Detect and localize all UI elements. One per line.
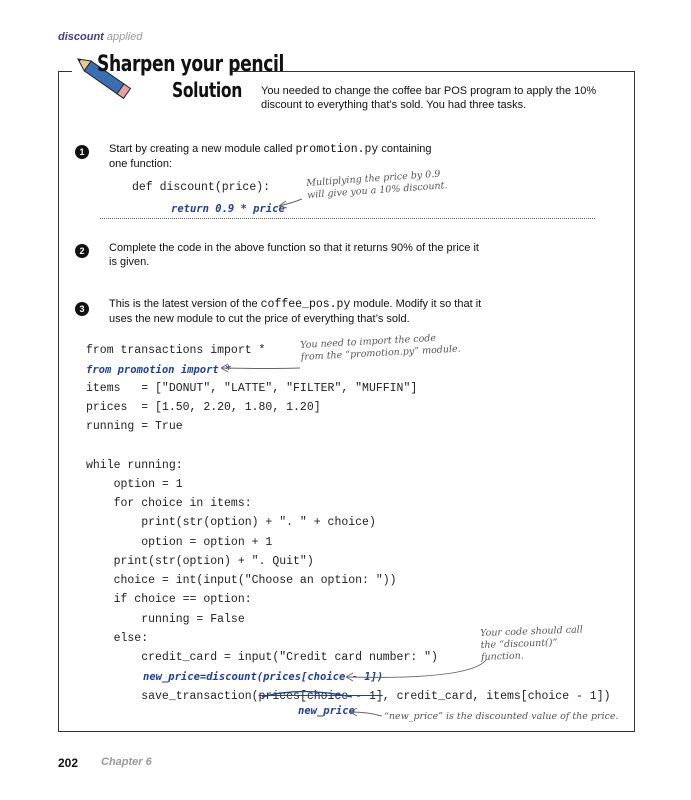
page-title-line2: Solution	[172, 78, 242, 102]
code-line: prices = [1.50, 2.20, 1.80, 1.20]	[86, 401, 321, 414]
arrow-new-price-note-icon	[350, 712, 382, 716]
answer-import-line: from promotion import *	[86, 364, 232, 376]
task-1-text-after: containing one function:	[109, 143, 432, 170]
task-3-text-before: This is the latest version of the	[109, 298, 261, 310]
task-number-2: 2	[75, 244, 89, 258]
task-number-1: 1	[75, 145, 89, 159]
code-line: running = True	[86, 420, 183, 433]
arrow-call-note-icon	[346, 660, 486, 677]
task-1-module-name: promotion.py	[295, 143, 379, 156]
code-line: from transactions import *	[86, 344, 266, 357]
code-line: while running:	[86, 459, 183, 472]
save-transaction-prefix: save_transaction(	[86, 690, 259, 703]
struck-prices-expression: prices[choice - 1]	[258, 690, 383, 703]
code-line: credit_card = input("Credit card number: ")	[86, 651, 438, 664]
code-line: print(str(option) + ". Quit")	[86, 555, 314, 568]
arrow-import-note-icon	[221, 368, 300, 369]
code-line: for choice in items:	[86, 497, 252, 510]
code-line: else:	[86, 632, 149, 645]
new-price-note: “new_price” is the discounted value of the price.	[384, 711, 619, 722]
code-line: print(str(option) + ". " + choice)	[86, 516, 376, 529]
code-line: choice = int(input("Choose an option: "))	[86, 574, 397, 587]
running-head-part2: applied	[106, 31, 143, 43]
func-def-line: def discount(price):	[132, 181, 271, 194]
intro-text: You needed to change the coffee bar POS program to apply the 10% discount to everything that’s sold. You had three tasks.	[261, 85, 597, 111]
func-return-answer: return 0.9 * price	[171, 203, 285, 215]
call-note: Your code should call the “discount()” function.	[480, 624, 583, 663]
code-line: option = 1	[86, 478, 183, 491]
func-note: Multiplying the price by 0.9 will give you a 10% discount.	[306, 168, 448, 201]
task-number-3: 3	[75, 302, 89, 316]
arrow-func-note-icon	[279, 199, 302, 206]
import-note: You need to import the code from the “promotion.py” module.	[300, 332, 461, 363]
code-line: running = False	[86, 613, 245, 626]
page-title-line1: Sharpen your pencil	[97, 52, 285, 77]
save-transaction-suffix: , credit_card, items[choice - 1])	[382, 690, 611, 703]
running-head-part1: discount	[58, 31, 104, 43]
page-number: 202	[58, 756, 79, 770]
code-line: option = option + 1	[86, 536, 273, 549]
code-line: if choice == option:	[86, 593, 252, 606]
chapter-label: Chapter 6	[101, 756, 152, 768]
answer-replacement: new_price	[298, 705, 355, 717]
task-3-text-after: module. Modify it so that it uses the new module to cut the price of everything that’s sold.	[109, 298, 482, 325]
task-3-module-name: coffee_pos.py	[260, 298, 351, 311]
strike-curve-icon	[262, 692, 352, 698]
task-1-text-before: Start by creating a new module called	[109, 143, 296, 155]
task-2-text: Complete the code in the above function so that it returns 90% of the price it is given.	[109, 242, 479, 268]
answer-new-price-line: new_price=discount(prices[choice - 1])	[143, 671, 384, 683]
code-line: items = ["DONUT", "LATTE", "FILTER", "MUFFIN"]	[86, 382, 418, 395]
